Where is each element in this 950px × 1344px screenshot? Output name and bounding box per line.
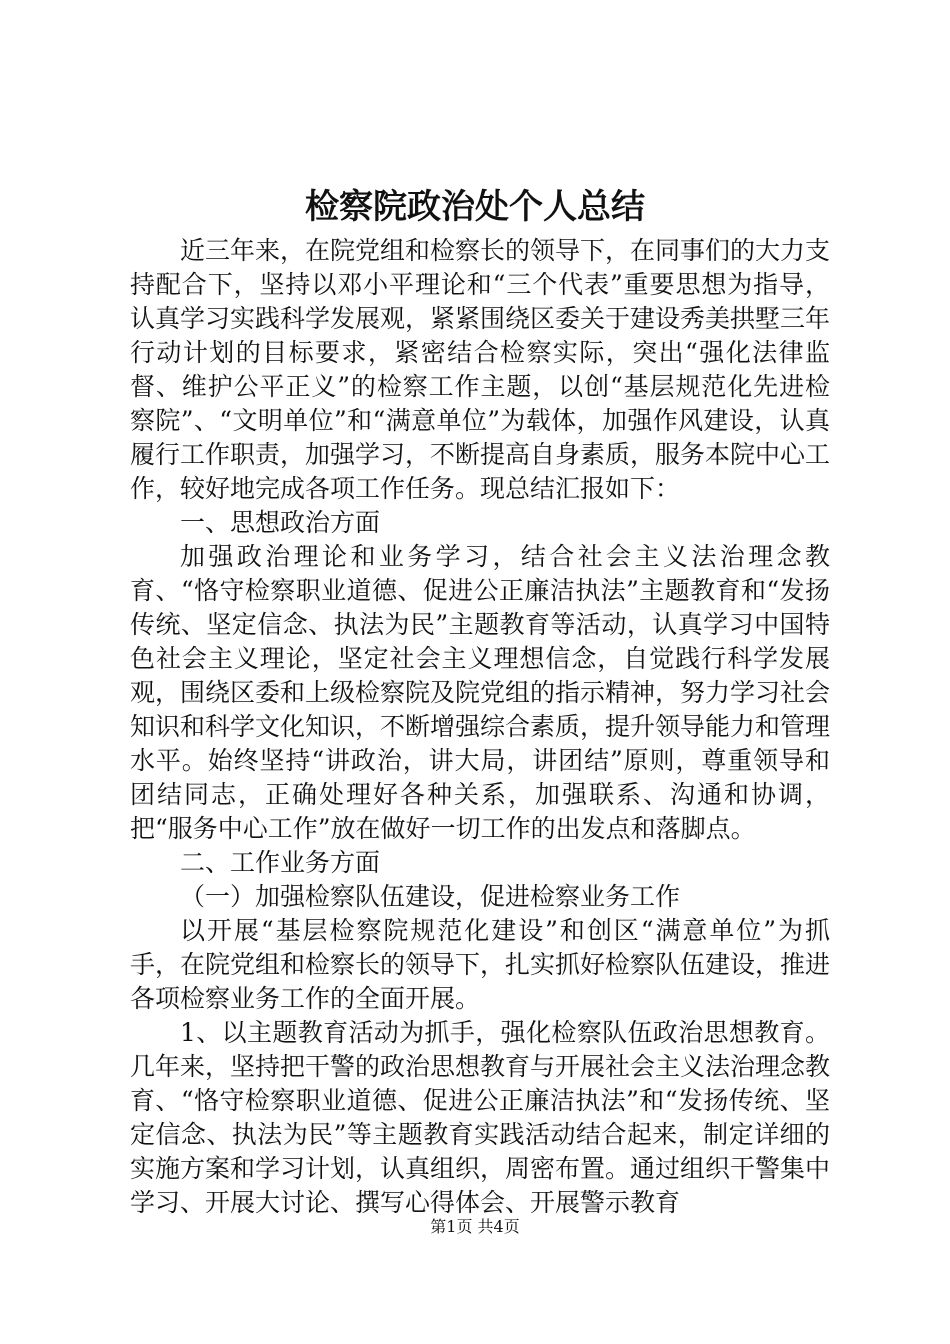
- paragraph-ideology: 加强政治理论和业务学习，结合社会主义法治理念教育、“恪守检察职业道德、促进公正廉洁执法”主题教育和“发扬传统、坚定信念、执法为民”主题教育等活动，认真学习中国特色社会主义理论，坚定社会主义理想信念，自觉践行科学发展观，围绕区委和上级检察院及院党组的指示精神，努力学习社会知识和科学文化知识，不断增强综合素质，提升领导能力和管理水平。始终坚持“讲政治，讲大局，讲团结”原则，尊重领导和团结同志，正确处理好各种关系，加强联系、沟通和协调，把“服务中心工作”放在做好一切工作的出发点和落脚点。: [130, 542, 831, 843]
- subsection-heading-team: （一）加强检察队伍建设，促进检察业务工作: [180, 882, 681, 911]
- paragraph-team: 以开展“基层检察院规范化建设”和创区“满意单位”为抓手，在院党组和检察长的领导下，扎实抓好检察队伍建设，推进各项检察业务工作的全面开展。: [130, 916, 831, 1013]
- section-heading-work: 二、工作业务方面: [180, 848, 381, 877]
- section-heading-ideology: 一、思想政治方面: [180, 508, 381, 537]
- page-number-footer: 第1页 共4页: [430, 1217, 520, 1236]
- paragraph-item-1: 1、以主题教育活动为抓手，强化检察队伍政治思想教育。几年来，坚持把干警的政治思想教育与开展社会主义法治理念教育、“恪守检察职业道德、促进公正廉洁执法”和“发扬传统、坚定信念、执法为民”等主题教育实践活动结合起来，制定详细的实施方案和学习计划，认真组织，周密布置。通过组织干警集中学习、开展大讨论、撰写心得体会、开展警示教育: [130, 1018, 831, 1217]
- document-body: [130, 234, 830, 1220]
- paragraph-intro: 近三年来，在院党组和检察长的领导下，在同事们的大力支持配合下，坚持以邓小平理论和“三个代表”重要思想为指导，认真学习实践科学发展观，紧紧围绕区委关于建设秀美拱墅三年行动计划的目标要求，紧密结合检察实际，突出“强化法律监督、维护公平正义”的检察工作主题，以创“基层规范化先进检察院”、“文明单位”和“满意单位”为载体，加强作风建设，认真履行工作职责，加强学习，不断提高自身素质，服务本院中心工作，较好地完成各项工作任务。现总结汇报如下：: [130, 236, 831, 503]
- document-title: 检察院政治处个人总结: [305, 187, 645, 227]
